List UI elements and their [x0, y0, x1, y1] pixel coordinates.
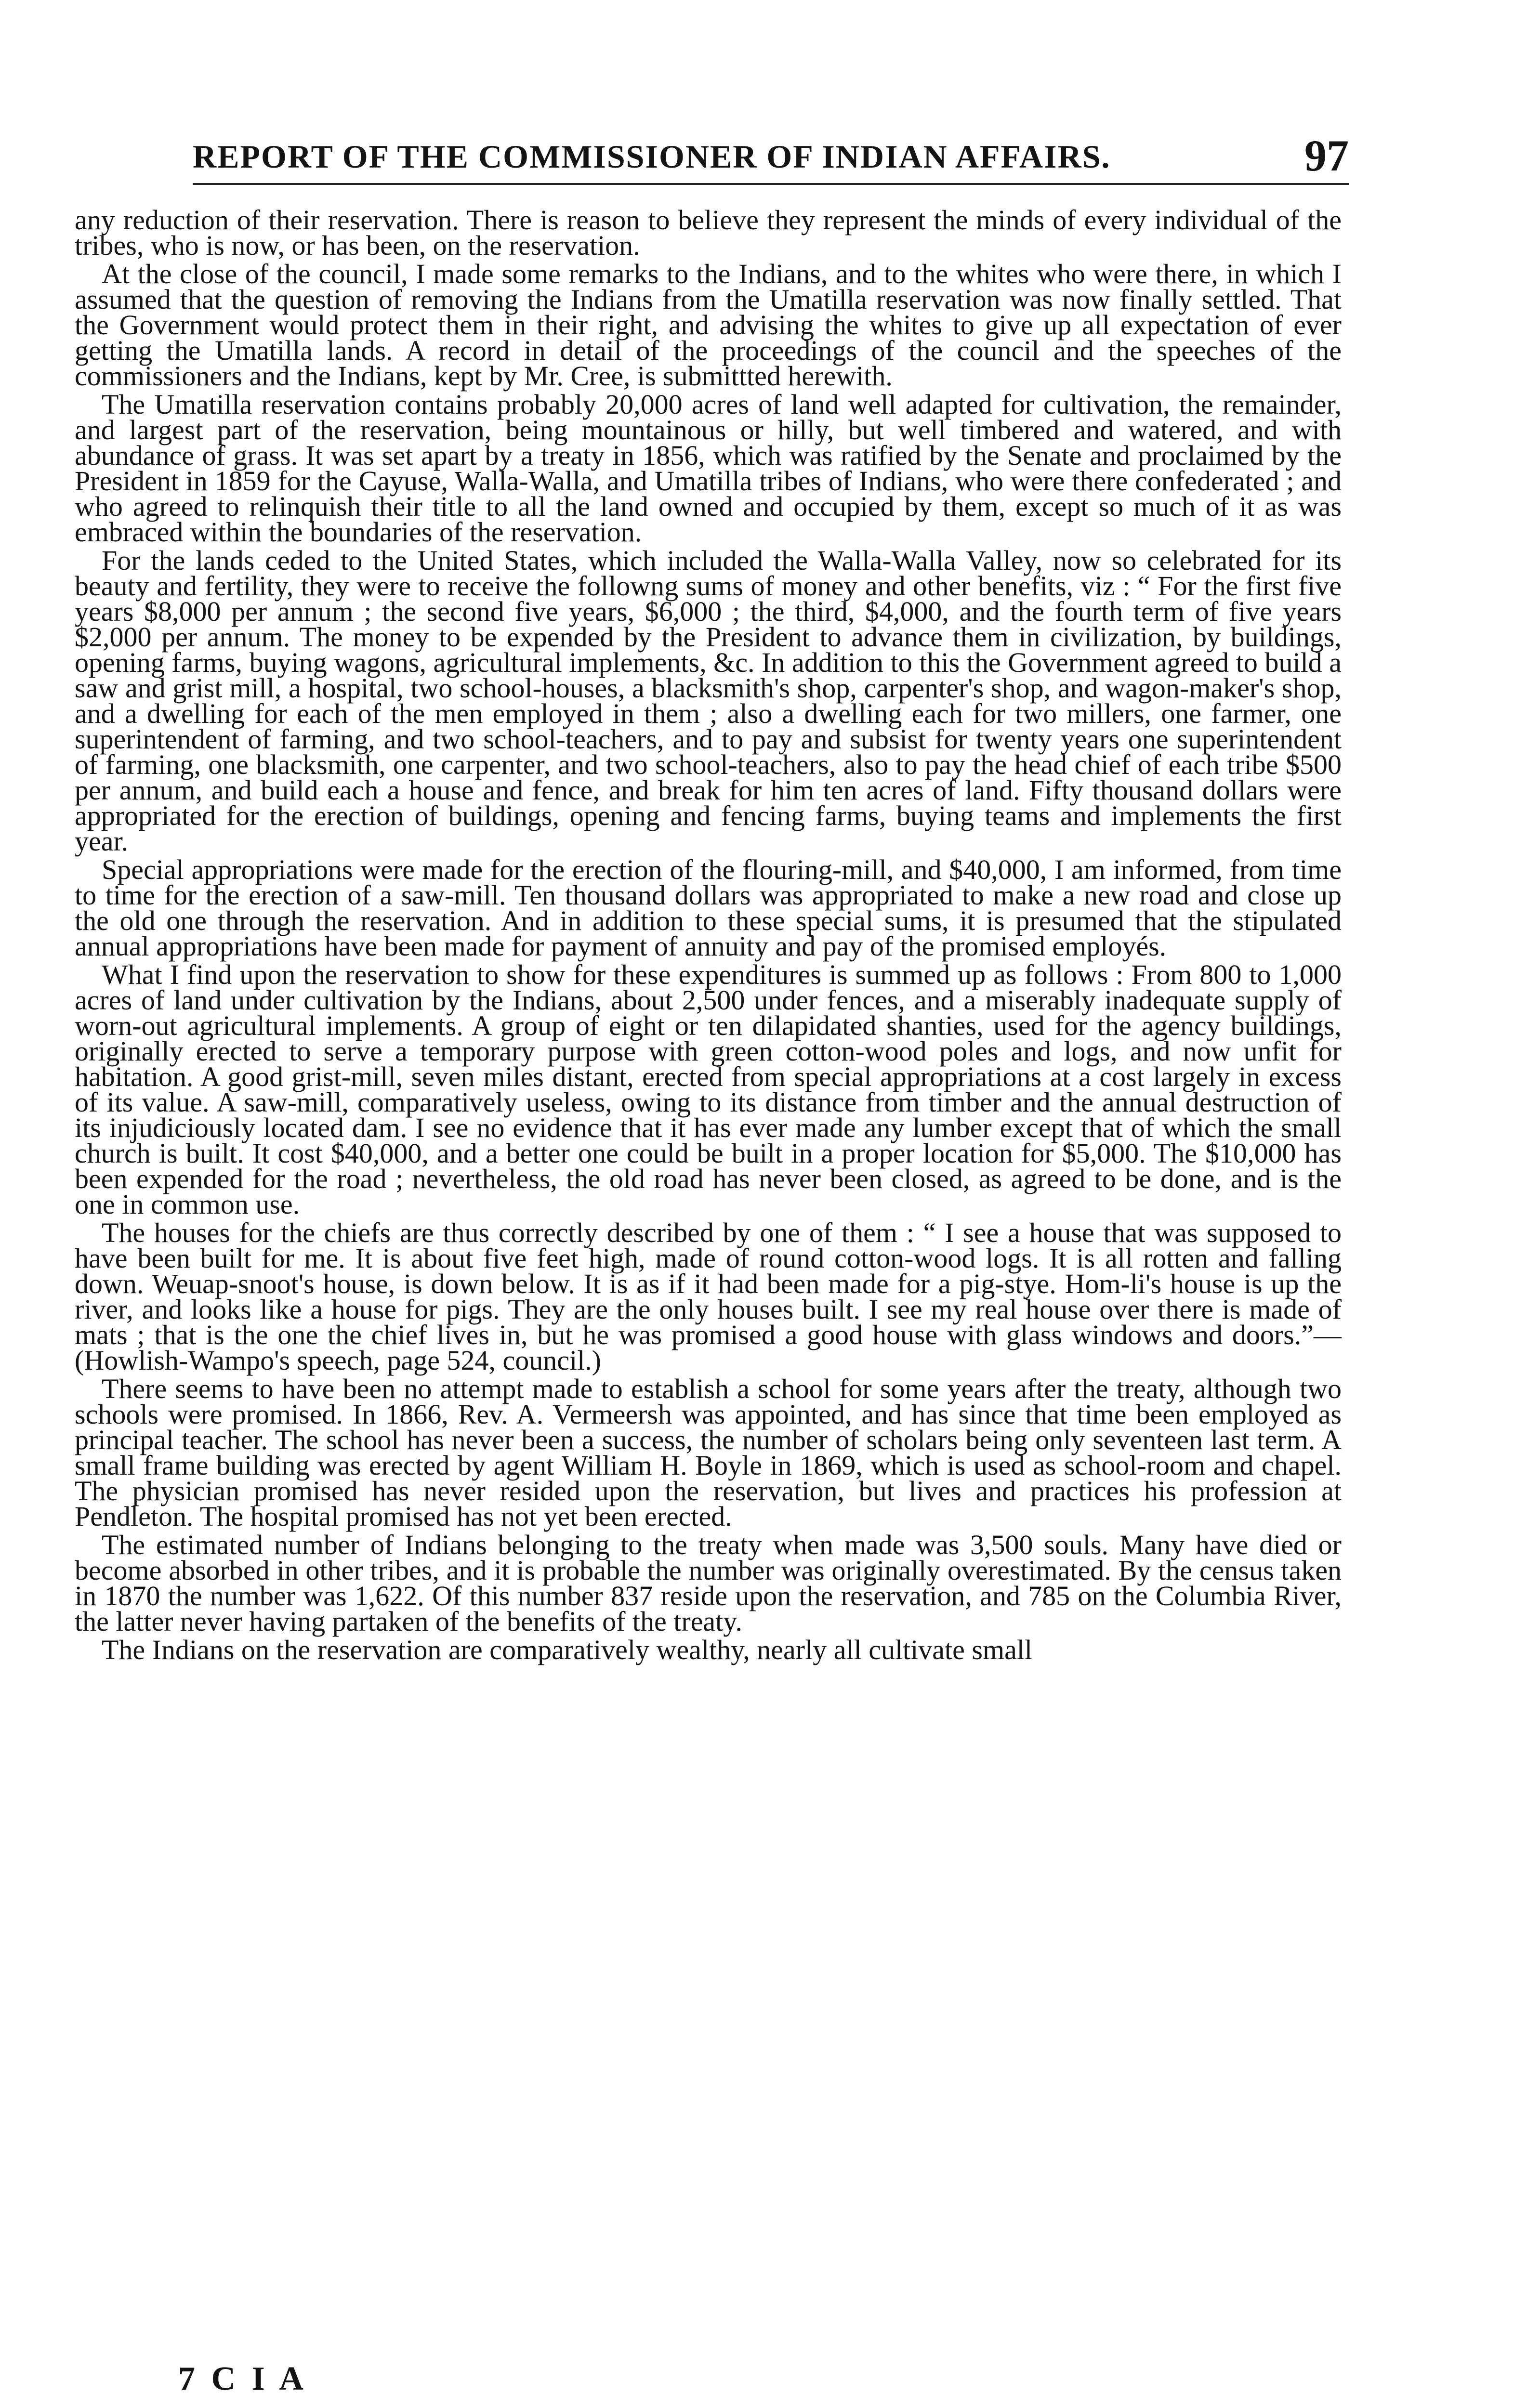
paragraph-chiefs-houses: The houses for the chiefs are thus correctly described by one of them : “ I see a house that was supposed to have been built for me. It is about five feet high, made of round cotton-wood logs. It is all rotten and falling down. Weuap-snoot's house, is down below. It is as if it had been made for a pig-stye. Hom-li's house is up the river, and looks like a house for pigs. They are the only houses built. I see my real house over there is made of mats ; that is the one the chief lives in, but he was promised a good house with glass windows and doors.”—(Howlish-Wampo's speech, page 524, council.) [75, 1217, 1342, 1376]
paragraph-expenditures: What I find upon the reservation to show for these expenditures is summed up as follows : From 800 to 1,000 acres of land under cultivation by the Indians, about 2,500 under fences, and a miserably inadequate supply of worn-out agricultural implements. A group of eight or ten dilapidated shanties, used for the agency buildings, originally erected to serve a temporary purpose with green cotton-wood poles and logs, and now unfit for habitation. A good grist-mill, seven miles distant, erected from special appropriations at a cost largely in excess of its value. A saw-mill, comparatively useless, owing to its distance from timber and the annual destruction of its injudiciously located dam. I see no evidence that it has ever made any lumber except that of which the small church is built. It cost $40,000, and a better one could be built in a proper location for $5,000. The $10,000 has been expended for the road ; nevertheless, the old road has never been closed, as agreed to be done, and is the one in common use. [75, 959, 1342, 1220]
paragraph-school: There seems to have been no attempt made to establish a school for some years after the treaty, although two schools were promised. In 1866, Rev. A. Vermeersh was appointed, and has since that time been employed as principal teacher. The school has never been a success, the number of scholars being only seventeen last term. A small frame building was erected by agent William H. Boyle in 1869, which is used as school-room and chapel. The physician promised has never resided upon the reservation, but lives and practices his profession at Pendleton. The hospital promised has not yet been erected. [75, 1373, 1342, 1532]
paragraph-reservation-description: The Umatilla reservation contains probably 20,000 acres of land well adapted for cultivation, the remainder, and largest part of the reservation, being mountainous or hilly, but well timbered and watered, and with abundance of grass. It was set apart by a treaty in 1856, which was ratified by the Senate and proclaimed by the President in 1859 for the Cayuse, Walla-Walla, and Umatilla tribes of Indians, who were there confederated ; and who agreed to relinquish their title to all the land owned and occupied by them, except so much of it as was embraced within the boundaries of the reservation. [75, 389, 1342, 548]
paragraph-ceded-lands: For the lands ceded to the United States, which included the Walla-Walla Valley, now so celebrated for its beauty and fertility, they were to receive the followng sums of money and other benefits, viz : “ For the first five years $8,000 per annum ; the second five years, $6,000 ; the third, $4,000, and the fourth term of five years $2,000 per annum. The money to be expended by the President to advance them in civilization, by buildings, opening farms, buying wagons, agricultural implements, &c. In addition to this the Government agreed to build a saw and grist mill, a hospital, two school-houses, a blacksmith's shop, carpenter's shop, and wagon-maker's shop, and a dwelling for each of the men employed in them ; also a dwelling each for two millers, one farmer, one superintendent of farming, and two school-teachers, and to pay and subsist for twenty years one superintendent of farming, one blacksmith, one carpenter, and two school-teachers, also to pay the head chief of each tribe $500 per annum, and build each a house and fence, and break for him ten acres of land. Fifty thousand dollars were appropriated for the erection of buildings, opening and fencing farms, buying teams and implements the first year. [75, 545, 1342, 857]
page-title: REPORT OF THE COMMISSIONER OF INDIAN AFFAIRS. [193, 138, 1111, 175]
page-number: 97 [1304, 131, 1349, 180]
paragraph-wealth: The Indians on the reservation are comparatively wealthy, nearly all cultivate small [102, 1634, 1033, 1665]
paragraph-council-close: At the close of the council, I made some remarks to the Indians, and to the whites who were there, in which I assumed that the question of removing the Indians from the Umatilla reservation was now finally settled. That the Government would protect them in their right, and advising the whites to give up all expectation of ever getting the Umatilla lands. A record in detail of the proceedings of the council and the speeches of the commissioners and the Indians, kept by Mr. Cree, is submittted herewith. [75, 258, 1342, 392]
running-header [193, 130, 1349, 185]
paragraph-special-appropriations: Special appropriations were made for the erection of the flouring-mill, and $40,000, I am informed, from time to time for the erection of a saw-mill. Ten thousand dollars was appropriated to make a new road and close up the old one through the reservation. And in addition to these special sums, it is presumed that the stipulated annual appropriations have been made for payment of annuity and pay of the promised employés. [75, 854, 1342, 962]
signature-mark: 7 C I A [178, 2360, 307, 2397]
paragraph-continued: any reduction of their reservation. There is reason to believe they represent the minds of every individual of the tribes, who is now, or has been, on the reservation. [75, 207, 1342, 261]
paragraph-population: The estimated number of Indians belonging to the treaty when made was 3,500 souls. Many have died or become absorbed in other tribes, and it is probable the number was originally overestimated. By the census taken in 1870 the number was 1,622. Of this number 837 reside upon the reservation, and 785 on the Columbia River, the latter never having partaken of the benefits of the treaty. [75, 1529, 1342, 1637]
report-body [75, 207, 1342, 2336]
